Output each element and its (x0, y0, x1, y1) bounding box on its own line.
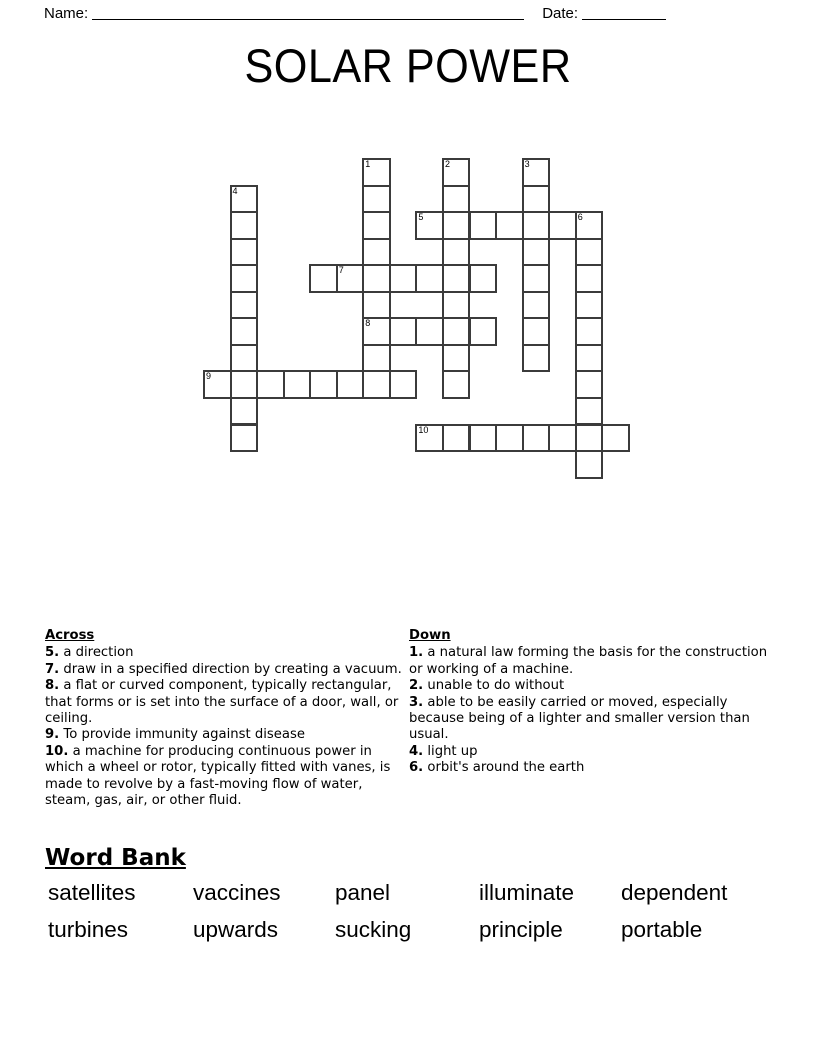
grid-cell[interactable] (442, 291, 471, 320)
grid-cell[interactable] (415, 211, 444, 240)
grid-cell[interactable] (309, 370, 338, 399)
grid-cell[interactable] (230, 397, 259, 426)
grid-cell[interactable] (415, 317, 444, 346)
word-bank (45, 880, 775, 954)
word-bank-word: dependent (621, 880, 728, 905)
clue-number: 8. (45, 678, 60, 694)
grid-cell[interactable] (495, 424, 524, 453)
grid-cell[interactable] (336, 370, 365, 399)
word-bank-word: sucking (335, 917, 412, 942)
name-label: Name: (44, 4, 89, 22)
across-clue-list (45, 645, 403, 809)
clue-text: draw in a specified direction by creating a vacuum. (59, 661, 402, 677)
across-heading: Across (45, 628, 95, 643)
clue-number: 4. (409, 743, 424, 759)
grid-cell[interactable] (442, 264, 471, 293)
grid-cell[interactable] (522, 291, 551, 320)
clue-number: 10. (45, 743, 69, 759)
grid-cell[interactable] (575, 370, 604, 399)
down-clue-list (409, 645, 774, 776)
grid-cell-number: 1 (365, 159, 371, 169)
word-bank-word: vaccines (193, 880, 281, 905)
down-heading: Down (409, 628, 451, 643)
grid-cell[interactable] (575, 397, 604, 426)
grid-cell[interactable] (442, 344, 471, 373)
grid-cell[interactable] (230, 264, 259, 293)
grid-cell[interactable] (256, 370, 285, 399)
clue-text: able to be easily carried or moved, especially because being of a lighter and smaller version than usual. (409, 694, 750, 743)
grid-cell[interactable] (522, 317, 551, 346)
grid-cell[interactable] (522, 238, 551, 267)
grid-cell[interactable] (469, 424, 498, 453)
grid-cell[interactable] (469, 264, 498, 293)
down-clue-3 (409, 695, 774, 744)
grid-cell-number: 3 (524, 159, 530, 169)
down-clue-6 (409, 760, 774, 776)
clue-number: 9. (45, 727, 60, 743)
down-clues-section (409, 628, 774, 777)
grid-cell[interactable] (442, 158, 471, 187)
word-bank-row (45, 880, 775, 917)
word-bank-word: portable (621, 917, 703, 942)
grid-cell[interactable] (522, 424, 551, 453)
grid-cell[interactable] (575, 317, 604, 346)
clue-text: To provide immunity against disease (59, 727, 305, 743)
grid-cell[interactable] (522, 211, 551, 240)
grid-cell[interactable] (230, 317, 259, 346)
grid-cell-number: 4 (232, 185, 238, 196)
grid-cell-number: 7 (338, 265, 344, 276)
grid-cell[interactable] (230, 238, 259, 267)
grid-cell[interactable] (362, 344, 391, 373)
grid-cell[interactable] (469, 211, 498, 240)
grid-cell[interactable] (495, 211, 524, 240)
date-label: Date: (542, 4, 579, 22)
grid-cell-number: 10 (418, 424, 429, 435)
grid-cell[interactable] (230, 370, 259, 399)
down-clue-1 (409, 645, 774, 678)
clue-text: light up (423, 743, 478, 759)
grid-cell[interactable] (362, 317, 391, 346)
grid-cell[interactable] (442, 317, 471, 346)
grid-cell[interactable] (575, 264, 604, 293)
grid-cell[interactable] (575, 211, 604, 240)
word-bank-word: upwards (193, 917, 279, 942)
grid-cell[interactable] (203, 370, 232, 399)
grid-cell[interactable] (362, 238, 391, 267)
clue-text: unable to do without (423, 678, 565, 694)
grid-cell[interactable] (362, 291, 391, 320)
grid-cell[interactable] (362, 264, 391, 293)
clue-number: 2. (409, 678, 424, 694)
clue-text: a direction (59, 645, 134, 661)
grid-cell[interactable] (362, 211, 391, 240)
grid-cell[interactable] (522, 158, 551, 187)
across-clue-10 (45, 744, 403, 810)
word-bank-word: panel (335, 880, 391, 905)
grid-cell[interactable] (575, 450, 604, 479)
grid-cell[interactable] (283, 370, 312, 399)
clue-text: a flat or curved component, typically rectangular, that forms or is set into the surface of a door, wall, or ceiling. (45, 678, 399, 727)
across-clue-5 (45, 645, 403, 661)
grid-cell[interactable] (230, 291, 259, 320)
clue-number: 1. (409, 645, 424, 661)
word-bank-word: satellites (48, 880, 136, 905)
across-clues-section (45, 628, 403, 809)
grid-cell[interactable] (442, 211, 471, 240)
grid-cell[interactable] (362, 185, 391, 214)
grid-cell[interactable] (548, 424, 577, 453)
grid-cell[interactable] (336, 264, 365, 293)
grid-cell[interactable] (309, 264, 338, 293)
grid-cell-number: 6 (577, 212, 583, 223)
grid-cell[interactable] (575, 291, 604, 320)
grid-cell[interactable] (389, 370, 418, 399)
grid-cell[interactable] (362, 158, 391, 187)
page-title: SOLAR POWER (244, 39, 572, 92)
clue-number: 6. (409, 760, 424, 776)
grid-cell-number: 2 (444, 159, 450, 169)
grid-cell[interactable] (230, 185, 259, 214)
grid-cell[interactable] (469, 317, 498, 346)
word-bank-word: principle (479, 917, 563, 942)
grid-cell[interactable] (575, 238, 604, 267)
grid-cell[interactable] (522, 264, 551, 293)
grid-cell[interactable] (548, 211, 577, 240)
grid-cell[interactable] (230, 424, 259, 453)
grid-cell[interactable] (362, 370, 391, 399)
grid-cell[interactable] (442, 370, 471, 399)
word-bank-word: illuminate (479, 880, 575, 905)
word-bank-row (45, 917, 775, 954)
across-clue-7 (45, 662, 403, 678)
clue-number: 7. (45, 661, 60, 677)
grid-cell[interactable] (575, 344, 604, 373)
crossword-grid[interactable] (0, 0, 816, 500)
grid-cell-number: 8 (365, 318, 371, 329)
grid-cell[interactable] (442, 238, 471, 267)
grid-cell[interactable] (575, 424, 604, 453)
clue-text: orbit's around the earth (423, 760, 585, 776)
grid-cell[interactable] (389, 317, 418, 346)
grid-cell[interactable] (601, 424, 630, 453)
grid-cell[interactable] (389, 264, 418, 293)
grid-cell-number: 9 (206, 371, 212, 382)
grid-cell[interactable] (230, 344, 259, 373)
grid-cell[interactable] (442, 185, 471, 214)
across-clue-9 (45, 727, 403, 743)
clue-number: 3. (409, 694, 424, 710)
clue-text: a machine for producing continuous power in which a wheel or rotor, typically fitted with vanes, is made to revolve by a fast-moving flow of water, steam, gas, air, or other fluid. (45, 743, 391, 809)
down-clue-4 (409, 744, 774, 760)
word-bank-word: turbines (48, 917, 129, 942)
grid-cell[interactable] (415, 264, 444, 293)
grid-cell[interactable] (415, 424, 444, 453)
word-bank-heading: Word Bank (45, 845, 186, 871)
grid-cell[interactable] (522, 185, 551, 214)
down-clue-2 (409, 678, 774, 694)
grid-cell[interactable] (522, 344, 551, 373)
clue-text: a natural law forming the basis for the construction or working of a machine. (409, 645, 768, 677)
grid-cell[interactable] (230, 211, 259, 240)
grid-cell-number: 5 (418, 212, 424, 223)
across-clue-8 (45, 678, 403, 727)
clue-number: 5. (45, 645, 60, 661)
grid-cell[interactable] (442, 424, 471, 453)
